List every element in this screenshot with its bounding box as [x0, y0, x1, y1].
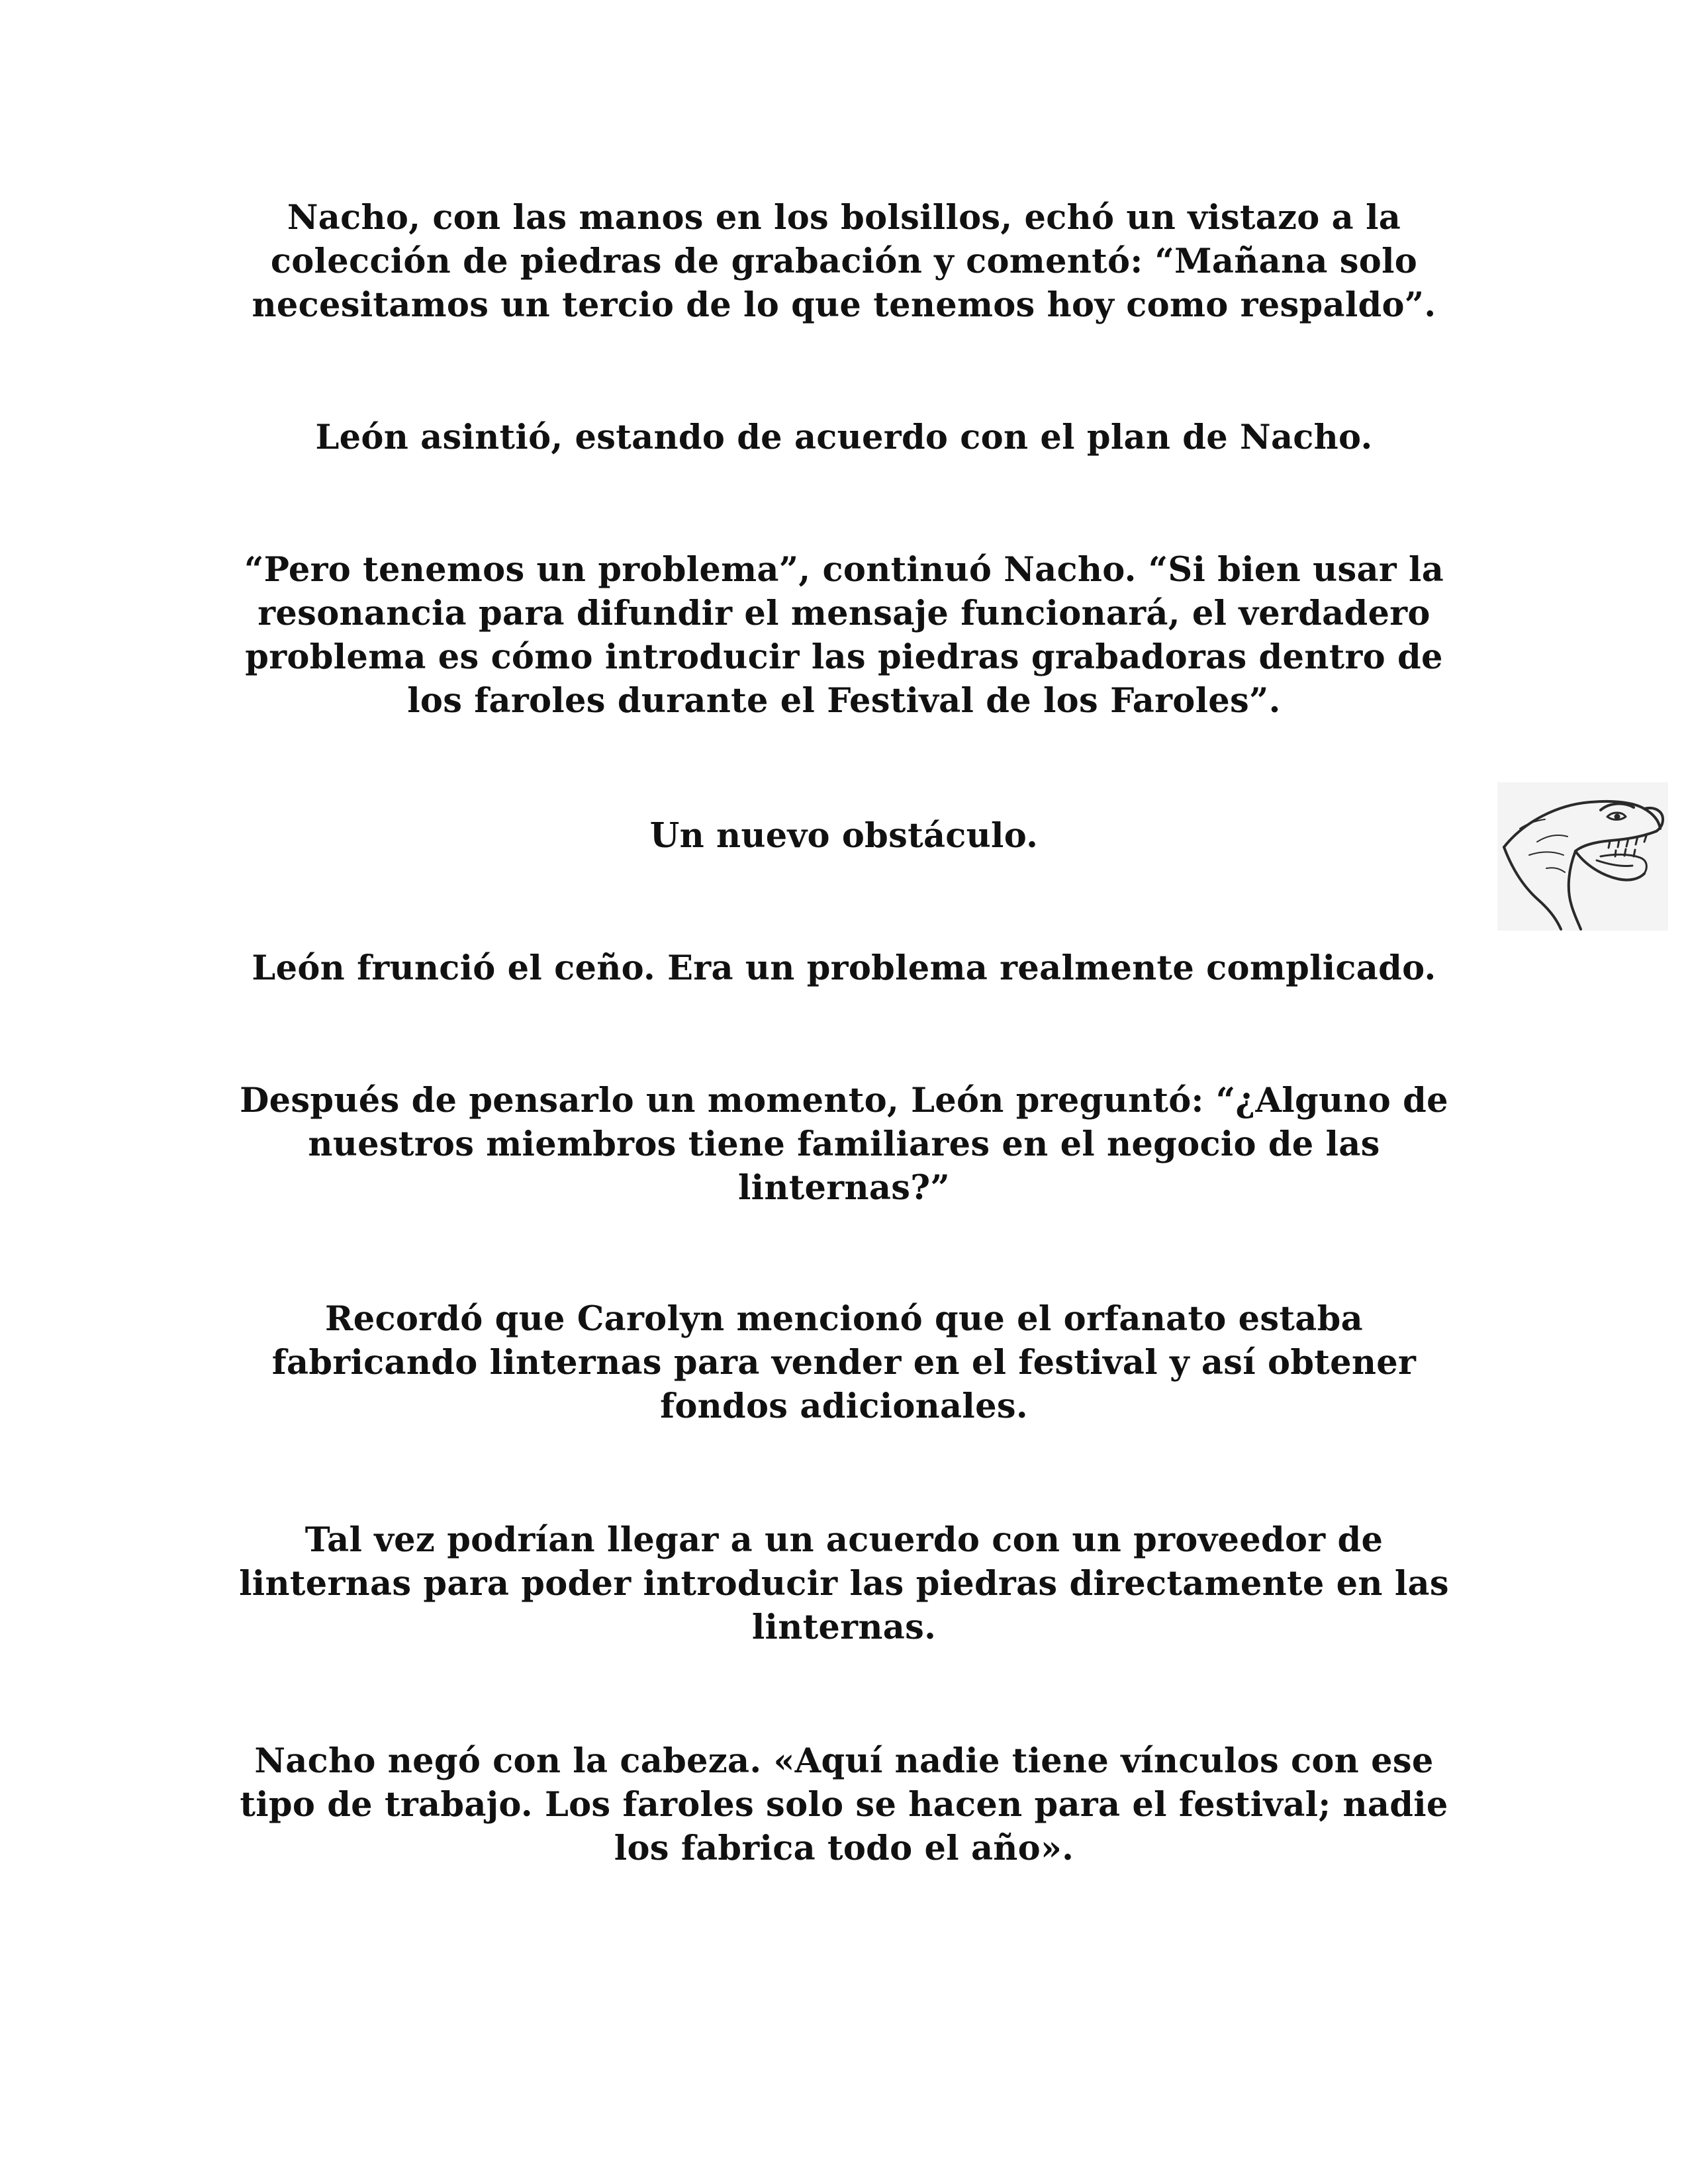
paragraph-1: Nacho, con las manos en los bolsillos, echó un vistazo a la colección de piedras de grabación y comentó: “Mañana solo necesitamos un tercio de lo que tenemos hoy como respaldo”. — [252, 198, 1436, 325]
paragraph-2: León asintió, estando de acuerdo con el plan de Nacho. — [315, 418, 1373, 457]
paragraph-3: “Pero tenemos un problema”, continuó Nacho. “Si bien usar la resonancia para difundir el mensaje funcionará, el verdadero problema es cómo introducir las piedras grabadoras dentro de los faroles durante el Festival de los Faroles”. — [244, 550, 1444, 721]
paragraph-5: León frunció el ceño. Era un problema realmente complicado. — [252, 948, 1436, 988]
paragraph-4: Un nuevo obstáculo. — [649, 816, 1039, 856]
paragraph-9: Nacho negó con la cabeza. «Aquí nadie tiene vínculos con ese tipo de trabajo. Los faroles solo se hacen para el festival; nadie los fabrica todo el año». — [240, 1741, 1448, 1868]
paragraph-7: Recordó que Carolyn mencionó que el orfanato estaba fabricando linternas para vender en el festival y así obtener fondos adicionales. — [271, 1299, 1417, 1426]
paragraph-6: Después de pensarlo un momento, León preguntó: “¿Alguno de nuestros miembros tiene familiares en el negocio de las linternas?” — [240, 1081, 1448, 1208]
paragraph-8: Tal vez podrían llegar a un acuerdo con un proveedor de linternas para poder introducir las piedras directamente en las linternas. — [239, 1520, 1449, 1647]
dinosaur-head-sketch-icon — [1497, 782, 1668, 931]
